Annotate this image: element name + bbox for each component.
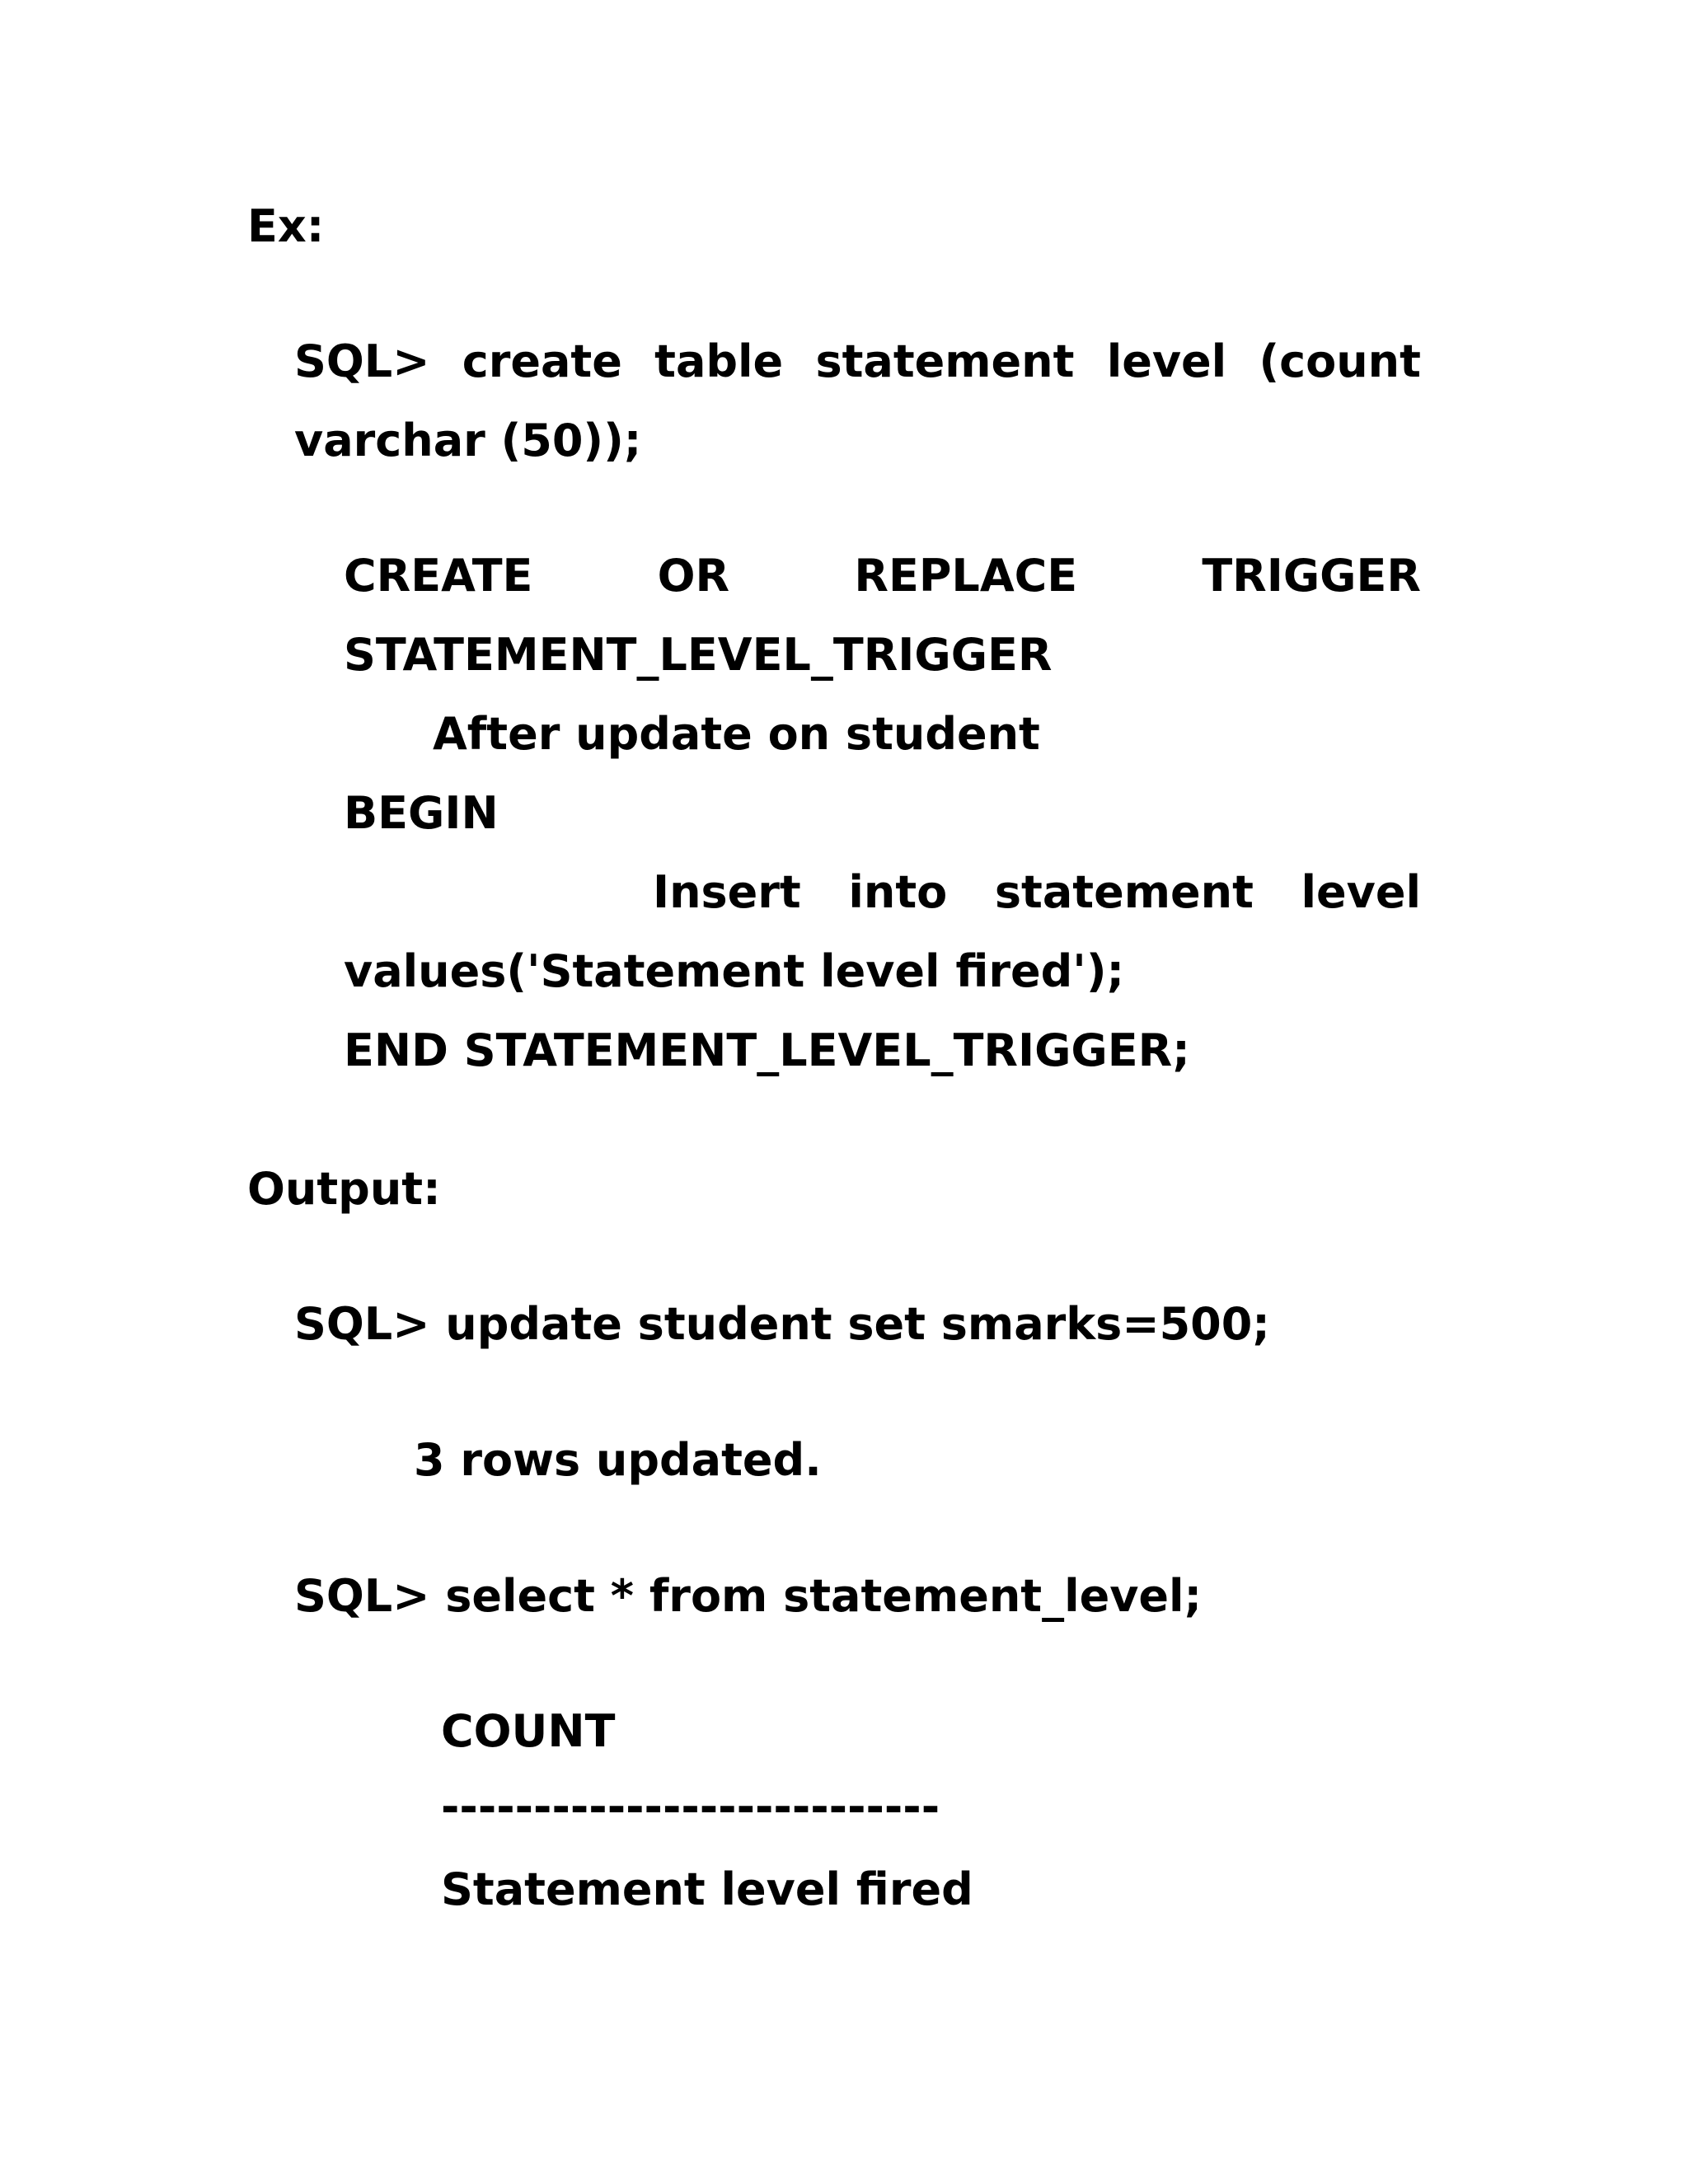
create-table-line-1 xyxy=(294,335,1421,387)
trigger-line-1 xyxy=(344,550,1421,602)
word: into xyxy=(848,866,948,918)
word: (count xyxy=(1259,335,1421,387)
result-separator: --------------------------- xyxy=(441,1781,940,1833)
output-heading: Output: xyxy=(247,1163,441,1215)
result-row-value: Statement level fired xyxy=(441,1863,973,1915)
word: create xyxy=(462,335,622,387)
trigger-line-2: STATEMENT_LEVEL_TRIGGER xyxy=(344,629,1053,681)
trigger-line-3: After update on student xyxy=(433,708,1040,760)
word: level xyxy=(1106,335,1227,387)
word: Insert xyxy=(653,866,801,918)
result-column-header: COUNT xyxy=(441,1705,616,1757)
create-table-line-2: varchar (50)); xyxy=(294,415,642,466)
update-result: 3 rows updated. xyxy=(414,1434,822,1486)
trigger-line-4: BEGIN xyxy=(344,787,499,839)
word: SQL> xyxy=(294,335,430,387)
word: statement xyxy=(994,866,1254,918)
word: OR xyxy=(657,550,730,602)
trigger-line-5 xyxy=(653,866,1421,918)
update-command: SQL> update student set smarks=500; xyxy=(294,1298,1270,1350)
select-command: SQL> select * from statement_level; xyxy=(294,1570,1203,1622)
example-heading: Ex: xyxy=(247,200,325,252)
word: table xyxy=(654,335,784,387)
word: TRIGGER xyxy=(1202,550,1421,602)
word: statement xyxy=(815,335,1075,387)
word: CREATE xyxy=(344,550,533,602)
trigger-line-6: values('Statement level fired'); xyxy=(344,945,1125,997)
trigger-line-7: END STATEMENT_LEVEL_TRIGGER; xyxy=(344,1024,1190,1076)
word: REPLACE xyxy=(854,550,1078,602)
word: level xyxy=(1301,866,1421,918)
